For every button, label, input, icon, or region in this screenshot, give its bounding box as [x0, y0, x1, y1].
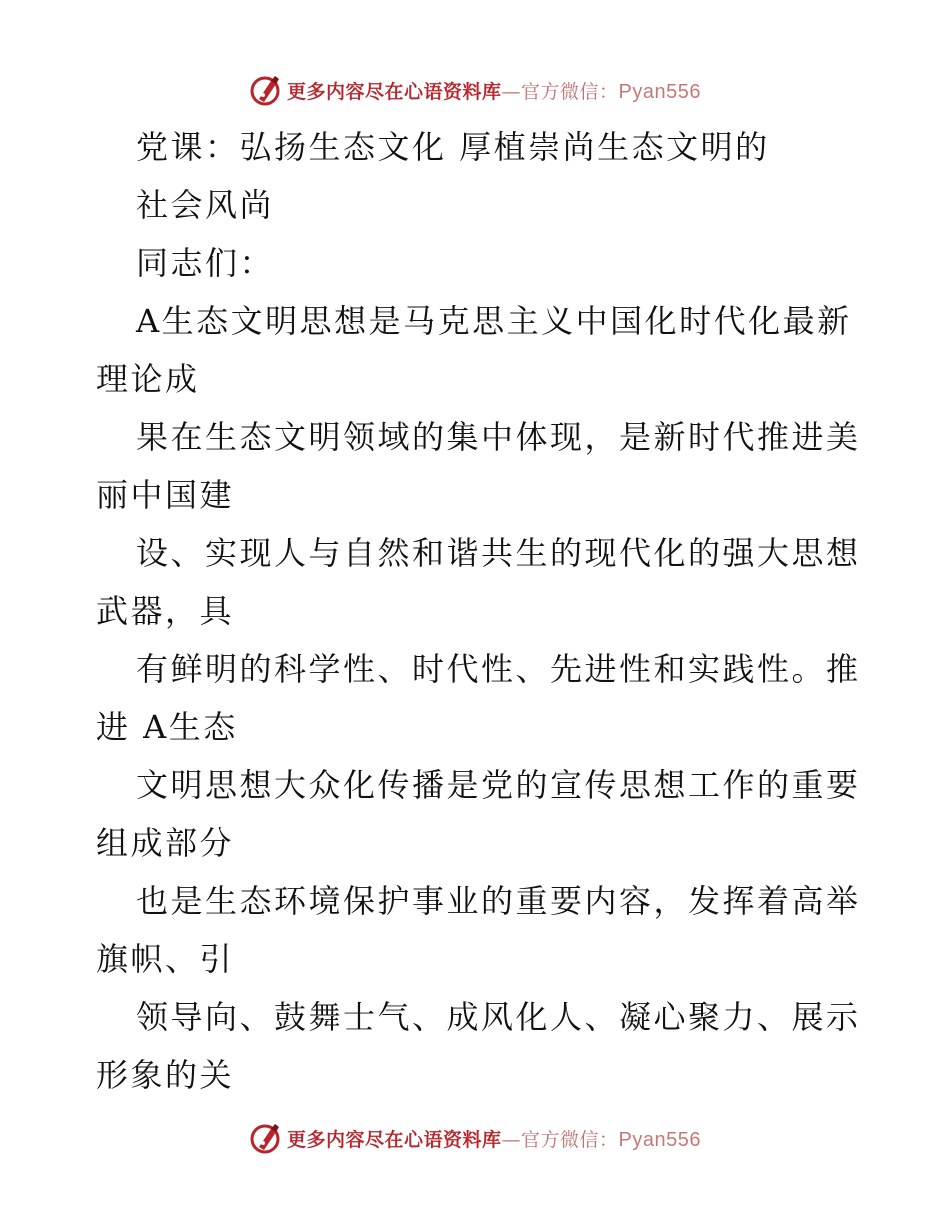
body-line: 领导向、鼓舞士气、成风化人、凝心聚力、展示 — [136, 998, 861, 1036]
header-banner-main: 更多内容尽在心语资料库 — [287, 80, 502, 103]
header-banner — [0, 70, 950, 110]
document-body — [96, 118, 861, 1104]
body-line: 果在生态文明领域的集中体现，是新时代推进美 — [136, 418, 861, 456]
salutation: 同志们： — [136, 244, 275, 282]
document-title-line-1: 党课：弘扬生态文化 厚植崇尚生态文明的 — [136, 128, 770, 166]
body-line: 形象的关 — [96, 1056, 235, 1094]
footer-banner — [0, 1118, 950, 1158]
header-banner-wechat-id: Pyan556 — [618, 80, 701, 103]
footer-banner-separator: — — [501, 1128, 522, 1151]
footer-banner-text — [287, 1125, 701, 1152]
pen-logo-icon — [249, 1121, 283, 1155]
body-line: A生态文明思想是马克思主义中国化时代化最新 — [136, 302, 852, 340]
header-banner-wechat-label: 官方微信： — [521, 80, 619, 103]
body-line: 文明思想大众化传播是党的宣传思想工作的重要 — [136, 766, 861, 804]
footer-banner-main: 更多内容尽在心语资料库 — [287, 1128, 502, 1151]
body-line: 进 A生态 — [96, 708, 238, 746]
body-line: 设、实现人与自然和谐共生的现代化的强大思想 — [136, 534, 861, 572]
body-line: 武器，具 — [96, 592, 235, 630]
footer-banner-wechat-label: 官方微信： — [521, 1128, 619, 1151]
body-line: 理论成 — [96, 360, 200, 398]
body-line: 组成部分 — [96, 824, 235, 862]
body-line: 有鲜明的科学性、时代性、先进性和实践性。推 — [136, 650, 861, 688]
body-line: 丽中国建 — [96, 476, 235, 514]
header-banner-separator: — — [501, 80, 522, 103]
pen-logo-icon — [249, 73, 283, 107]
body-line: 旗帜、引 — [96, 940, 235, 978]
footer-banner-wechat-id: Pyan556 — [618, 1128, 701, 1151]
header-banner-text — [287, 77, 701, 104]
document-title-line-2: 社会风尚 — [136, 186, 275, 224]
body-line: 也是生态环境保护事业的重要内容，发挥着高举 — [136, 882, 861, 920]
